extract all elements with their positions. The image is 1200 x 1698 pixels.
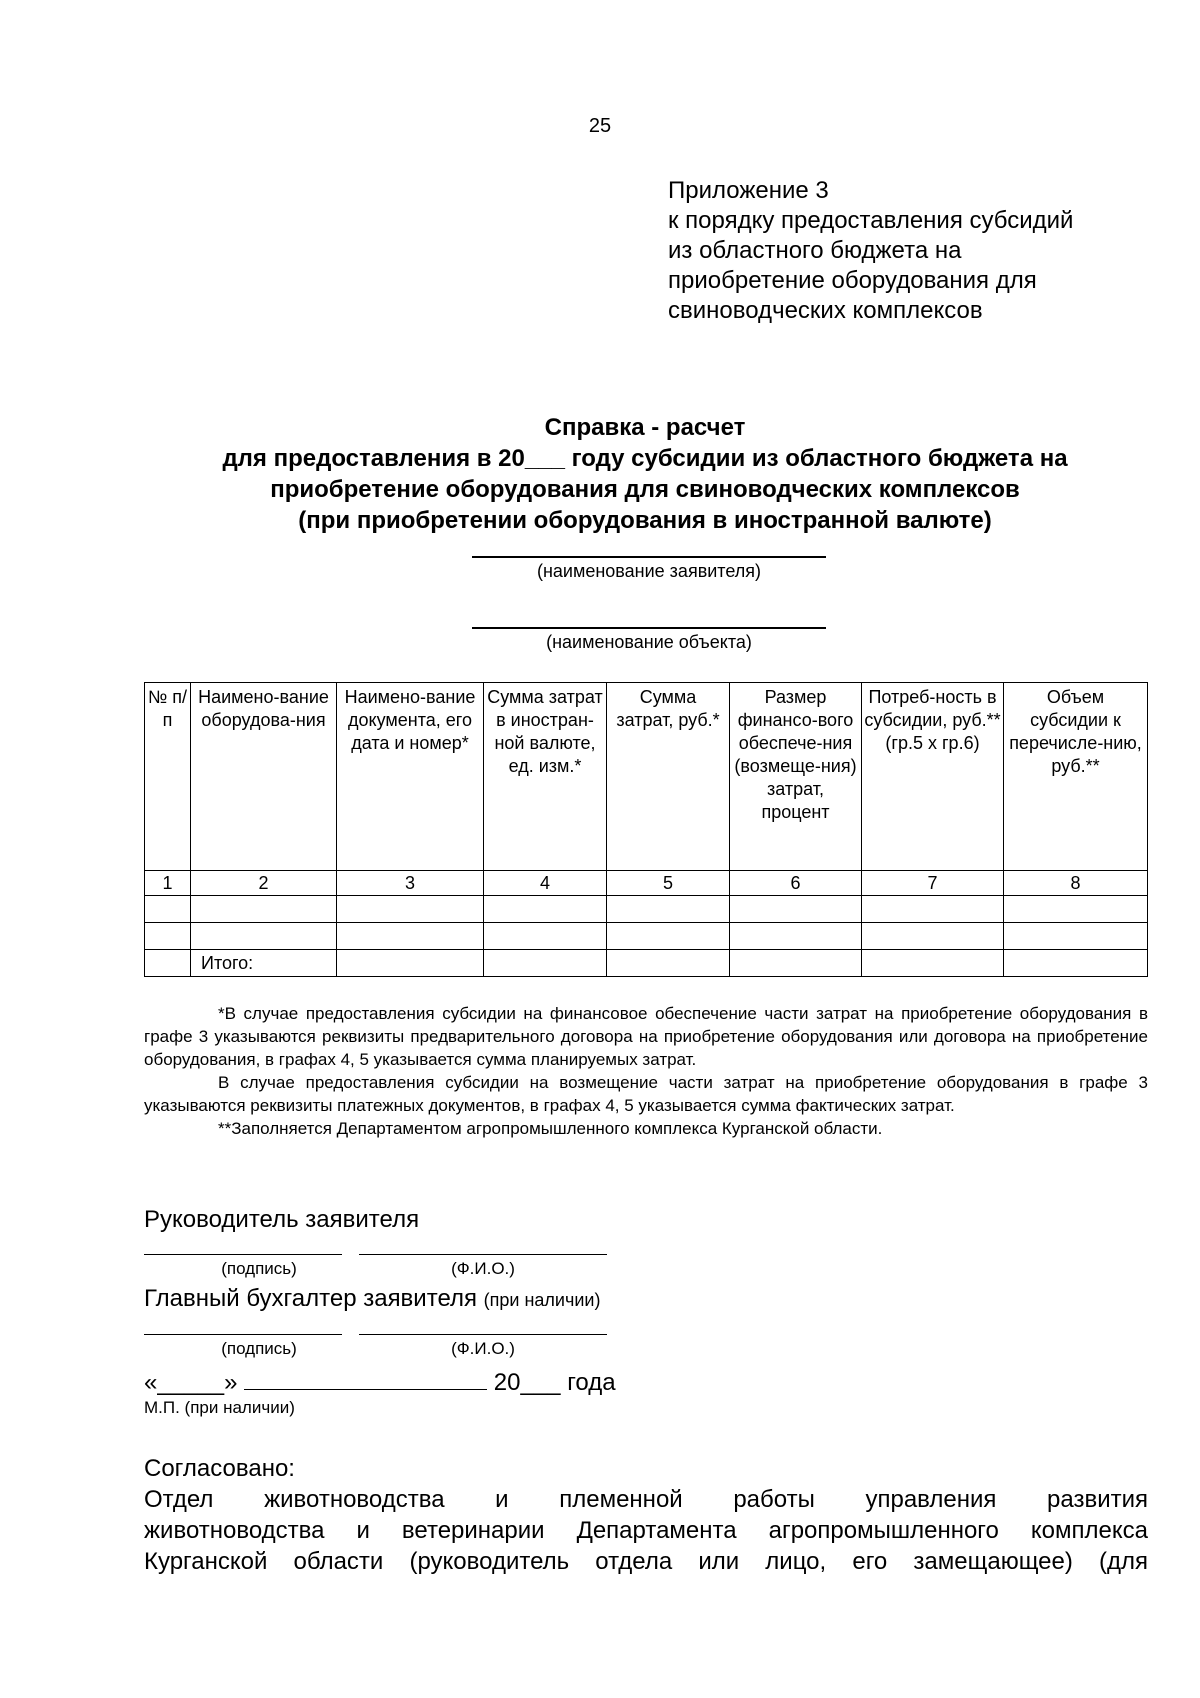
table-cell[interactable]: [484, 950, 607, 977]
title-line: (при приобретении оборудования в иностранной валюте): [298, 507, 992, 534]
head-name-caption: (Ф.И.О.): [451, 1259, 515, 1278]
column-number: 1: [145, 871, 191, 896]
footnote: **Заполняется Департаментом агропромышленного комплекса Курганской области.: [218, 1119, 883, 1138]
object-name-line[interactable]: [472, 627, 826, 629]
appendix-line: приобретение оборудования для: [668, 267, 1037, 294]
approval-text-line: животноводства и ветеринарии Департамента агропромышленного комплекса: [144, 1517, 1148, 1544]
date-field[interactable]: [144, 1367, 616, 1397]
table-cell[interactable]: [1004, 896, 1148, 923]
approval-label: Согласовано:: [144, 1455, 295, 1482]
chief-accountant-label-row: [144, 1285, 600, 1313]
header-cell: № п/п: [145, 683, 191, 871]
footnote: В случае предоставления субсидии на возмещение части затрат на приобретение оборудования в графе 3 указываются реквизиты платежных документов, в графах 4, 5 указывается сумма фактических затрат.: [144, 1073, 1148, 1115]
date-month-line[interactable]: [244, 1367, 487, 1390]
table-cell[interactable]: [862, 896, 1004, 923]
head-signature-caption: (подпись): [221, 1259, 297, 1278]
table-cell[interactable]: [607, 923, 730, 950]
approval-text-line: Отдел животноводства и племенной работы управления развития: [144, 1486, 1148, 1513]
table-row: [145, 923, 1148, 950]
header-cell: Объем субсидии к перечисле-нию, руб.**: [1004, 683, 1148, 871]
chief-accountant-label: Главный бухгалтер заявителя: [144, 1285, 477, 1312]
appendix-line: из областного бюджета на: [668, 237, 962, 264]
table-cell[interactable]: [191, 923, 337, 950]
accountant-signature-caption: (подпись): [221, 1339, 297, 1358]
appendix-reference: [668, 176, 1073, 326]
head-name-line[interactable]: [359, 1254, 607, 1255]
table-cell[interactable]: [484, 923, 607, 950]
head-of-applicant-label: Руководитель заявителя: [144, 1206, 420, 1233]
column-number: 7: [862, 871, 1004, 896]
applicant-name-line[interactable]: [472, 556, 826, 558]
title-line: для предоставления в 20___ году субсидии из областного бюджета на: [222, 445, 1068, 472]
chief-accountant-suffix: (при наличии): [483, 1290, 601, 1310]
accountant-signature-line[interactable]: [144, 1334, 342, 1335]
header-cell: Сумма затрат в иностран-ной валюте, ед. изм.*: [484, 683, 607, 871]
table-row: [145, 896, 1148, 923]
document-title: [130, 412, 1160, 536]
calculation-table: [144, 682, 1148, 977]
head-signature-line[interactable]: [144, 1254, 342, 1255]
title-line: приобретение оборудования для свиноводческих комплексов: [270, 476, 1020, 503]
header-cell: Размер финансо-вого обеспече-ния (возмеще-ния) затрат, процент: [730, 683, 862, 871]
header-cell: Наимено-вание оборудова-ния: [191, 683, 337, 871]
table-cell[interactable]: [337, 923, 484, 950]
table-header-row: [145, 683, 1148, 871]
table-cell[interactable]: [607, 950, 730, 977]
total-label: Итого:: [191, 950, 337, 977]
stamp-note: М.П. (при наличии): [144, 1398, 295, 1417]
column-number: 8: [1004, 871, 1148, 896]
column-number: 4: [484, 871, 607, 896]
column-number: 5: [607, 871, 730, 896]
table-cell[interactable]: [145, 923, 191, 950]
table-cell[interactable]: [607, 896, 730, 923]
header-cell: Наимено-вание документа, его дата и номер*: [337, 683, 484, 871]
title-line: Справка - расчет: [544, 414, 746, 441]
table-cell[interactable]: [191, 896, 337, 923]
table-cell[interactable]: [484, 896, 607, 923]
page-number: 25: [588, 115, 612, 137]
date-day[interactable]: «_____»: [144, 1369, 238, 1396]
column-number: 3: [337, 871, 484, 896]
table-cell[interactable]: [1004, 950, 1148, 977]
date-year[interactable]: 20___ года: [493, 1369, 616, 1396]
accountant-name-caption: (Ф.И.О.): [451, 1339, 515, 1358]
header-cell: Потреб-ность в субсидии, руб.** (гр.5 x гр.6): [862, 683, 1004, 871]
table-cell[interactable]: [862, 950, 1004, 977]
appendix-line: свиноводческих комплексов: [668, 297, 983, 324]
total-row: [145, 950, 1148, 977]
footnote: *В случае предоставления субсидии на финансовое обеспечение части затрат на приобретение оборудования в графе 3 указываются реквизиты предварительного договора на приобретение оборудования или договора на приобретение оборудования, в графах 4, 5 указывается сумма планируемых затрат.: [144, 1004, 1148, 1069]
table-cell[interactable]: [730, 896, 862, 923]
column-number-row: [145, 871, 1148, 896]
table-cell[interactable]: [337, 896, 484, 923]
column-number: 6: [730, 871, 862, 896]
column-number: 2: [191, 871, 337, 896]
table-cell[interactable]: [145, 896, 191, 923]
table-cell[interactable]: [145, 950, 191, 977]
table-cell[interactable]: [730, 923, 862, 950]
appendix-line: Приложение 3: [668, 177, 829, 204]
accountant-name-line[interactable]: [359, 1334, 607, 1335]
footnotes: [144, 1002, 1148, 1140]
approval-text-line: Курганской области (руководитель отдела или лицо, его замещающее) (для: [144, 1548, 1148, 1575]
table-cell[interactable]: [862, 923, 1004, 950]
object-caption: (наименование объекта): [546, 632, 752, 652]
table-cell[interactable]: [730, 950, 862, 977]
approval-block: [144, 1453, 1148, 1577]
applicant-caption: (наименование заявителя): [536, 561, 762, 581]
appendix-line: к порядку предоставления субсидий: [668, 207, 1074, 234]
header-cell: Сумма затрат, руб.*: [607, 683, 730, 871]
table-cell[interactable]: [1004, 923, 1148, 950]
table-cell[interactable]: [337, 950, 484, 977]
